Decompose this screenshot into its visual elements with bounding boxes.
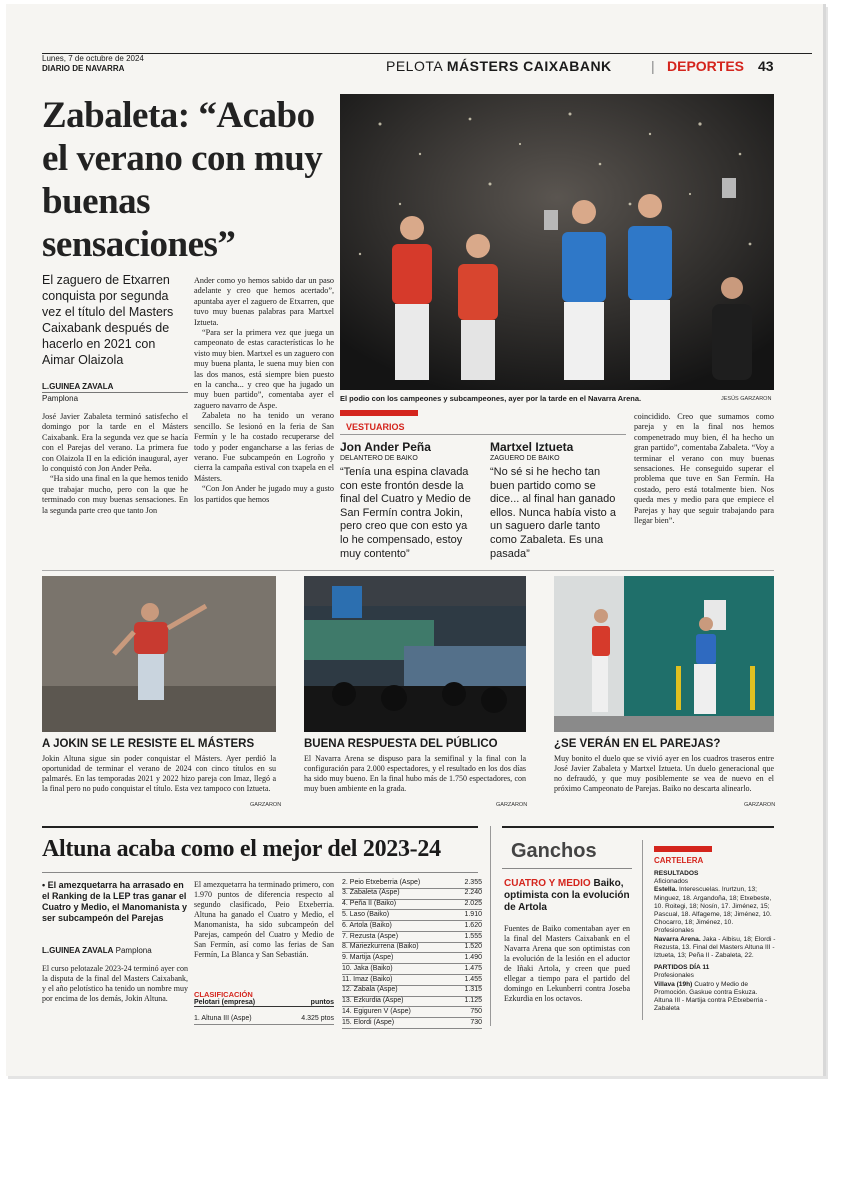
col-player: Pelotari (empresa) [194, 999, 256, 1006]
player2-name: Martxel Iztueta [490, 440, 574, 454]
paragraph: Zabaleta no ha tenido un verano sencillo. Se lesionó en la feria de San Fermín y le ha costado recuperarse del todo y poder engancharse a las ferias de verano. Fue subcampeón en Logroño y cierra la campaña estival con txapela en el Másters. [194, 411, 334, 483]
article-continuation: coincidido. Creo que sumamos como pareja y en la final nos hemos compenetrado muy bien, él ha hecho un gran partido”, comentaba Zabaleta. “Voy a terminar el verano con muy buenas sensaciones. He conseguido superar el problema que tuve en San Fermín. Ha costado, pero está totalmente bien. Nos queda mes y medio para que empiece el Parejas y hay que seguir trabajando para llegar bien”. [634, 412, 774, 526]
table-row [342, 888, 482, 899]
altuna-photo-title: A JOKIN SE LE RESISTE EL MÁSTERS [42, 738, 255, 750]
crowd-photo-text: El Navarra Arena se dispuso para la semifinal y la final con la configuración para 2.000 espectadores, y el resultado en los dos días ha sido muy bueno. En la final hubo más de 1.750 espectadores, con muy buen ambiente en la grada. [304, 754, 526, 793]
newspaper-page [6, 4, 826, 1076]
ranking-points: 2.025 [456, 899, 482, 910]
ganchos-headline-text: Baiko, optimista con la evolución de Artola [504, 878, 630, 913]
ranking-name: 9. Martija (Aspe) [342, 953, 456, 964]
newspaper-name: DIARIO DE NAVARRA [42, 64, 125, 73]
player1-quote: “Tenía una espina clavada con este frontón desde la final del Cuatro y Medio de San Fermín contra Jokin, pero creo que con esto ya lo he compensado, estoy muy contento” [340, 466, 471, 560]
duel-photo [554, 576, 774, 732]
table-row [342, 878, 482, 888]
column-divider [490, 826, 491, 1026]
crowd-photo [304, 576, 526, 732]
section-bold: MÁSTERS CAIXABANK [446, 58, 612, 74]
paragraph: “Para ser la primera vez que juega un campeonato de estas características lo he visto muy bien. Martxel es un zaguero con muy buena planta, le suena muy bien con las dos manos, está siempre bien puesto en la cancha... y creo que ha jugado un muy buen partido”, comentaba ayer el zaguero navarro de Aspe. [194, 328, 334, 410]
ranking-points: 1.315 [456, 985, 482, 996]
table-row [342, 1007, 482, 1018]
altuna-text-a: El curso pelotazale 2023-24 terminó ayer con la disputa de la final del Masters Caixabank, y el año pelotístico ha tenido un nombre muy por encima de los demás, Jokin Altuna. [42, 964, 188, 1003]
ganchos-headline [504, 878, 630, 914]
bullet-icon: • [42, 880, 48, 890]
issue-date: Lunes, 7 de octubre de 2024 [42, 54, 144, 63]
crowd-photo-credit: GARZARON [496, 802, 528, 808]
table-row [342, 942, 482, 953]
ranking-title: CLASIFICACIÓN [194, 990, 253, 999]
ranking-first-table [194, 1014, 334, 1025]
ranking-name: 11. Imaz (Baiko) [342, 975, 456, 986]
podium-illustration [340, 94, 774, 390]
header-rule [42, 53, 812, 54]
pro-sub: Profesionales [654, 927, 694, 935]
results-title: RESULTADOS [654, 870, 699, 877]
ranking-name: 2. Peio Etxeberria (Aspe) [342, 878, 456, 888]
paragraph: José Javier Zabaleta terminó satisfecho el domingo por la tarde en el Másters Caixabank. Era la segunda vez que se hacía con el Parejas del verano. La primera fue con Olaizola II en la edición inaugural, ayer lo conquistó con Jon Ander Peña. [42, 412, 188, 474]
ganchos-text: Fuentes de Baiko comentaban ayer en la final del Masters Caixabank en el Navarra Arena que son optimistas con la evolución de la lesión en el aductor de Iñaki Artola, y creen que pued ellegar a tiempo para el partido del domingo en Lekunberri contra Joseba Ezkurdia en los octavos. [504, 924, 630, 1003]
arena-label: Navarra Arena. [654, 935, 701, 943]
player1-role: DELANTERO DE BAIKO [340, 455, 418, 462]
paragraph: Ander como yo hemos sabido dar un paso adelante y creo que hemos acertado”, apuntaba ayer el zaguero de Etxarren, que tuvo muy buenas palabras para Martxel Iztueta. [194, 276, 334, 327]
table-row [342, 921, 482, 932]
table-row [342, 931, 482, 942]
table-row [342, 1018, 482, 1029]
ranking-points: 1.475 [456, 964, 482, 975]
ranking-col-headers [194, 999, 334, 1007]
vestuarios-rule [340, 434, 626, 435]
ranking-points: 750 [456, 1007, 482, 1018]
ranking-name: 14. Egiguren V (Aspe) [342, 1007, 456, 1018]
main-headline: Zabaleta: “Acabo el verano con muy buenas sensaciones” [42, 95, 323, 265]
altuna-byline [42, 946, 152, 955]
ranking-table-header [194, 990, 334, 1007]
player1-name: Jon Ander Peña [340, 440, 431, 454]
main-subhead: El zaguero de Etxarren conquista por segunda vez el título del Masters Caixabank después de hacerlo en 2021 con Aimar Olaizola [42, 273, 174, 367]
altuna-byline-name: L.GUINEA ZAVALA [42, 946, 114, 955]
ranking-name: 5. Laso (Baiko) [342, 910, 456, 921]
villava-text: Cuatro y Medio de Promoción. Gaskue contra Eskuza. Altuna III - Martija contra P.Etxeberria - Zabaleta [654, 980, 768, 1013]
villava-label: Villava (19h) [654, 980, 693, 988]
table-row [342, 953, 482, 964]
altuna-text-b: El amezquetarra ha terminado primero, con 1.970 puntos de diferencia respecto al segundo clasificado, Peio Etxeberria. Altuna ha ganado el Cuatro y Medio, el Manomanista, ha sido subcampeón del Parejas, campeón del Cuatro y Medio de San Fermín, así como las ferias de San Fermín, La Blanca y San Sebastián. [194, 880, 334, 959]
table-row [342, 964, 482, 975]
ranking-points: 1.490 [456, 953, 482, 964]
estella-results [654, 886, 776, 927]
ranking-name: 8. Mariezkurrena (Baiko) [342, 942, 456, 953]
table-row [342, 899, 482, 910]
ranking-points: 1.910 [456, 910, 482, 921]
cartelera-bar [654, 846, 712, 852]
ranking-points: 1.555 [456, 931, 482, 942]
ranking-points: 1.620 [456, 921, 482, 932]
kicker-bar [340, 410, 418, 416]
arena-text: Jaka - Albisu, 18; Elordi - Rezusta, 13. Final del Masters Altuna III - Iztueta, 13; Peña II - Zabaleta, 22. [654, 935, 776, 960]
duel-illustration [554, 576, 774, 732]
ranking-rest [342, 878, 482, 1029]
row-rule [42, 570, 774, 571]
duel-photo-text: Muy bonito el duelo que se vivió ayer en los cuadros traseros entre José Javier Zabaleta y Martxel Iztueta. Un duelo generacional que no defraudó, y que muy posiblemente se vea de nuevo en el próximo Campeonato de Parejas. Baiko no descarta alinearlo. [554, 754, 774, 793]
crowd-photo-title: BUENA RESPUESTA DEL PÚBLICO [304, 738, 498, 750]
altuna-photo-credit: GARZARON [250, 802, 282, 808]
player2-role: ZAGUERO DE BAIKO [490, 455, 560, 462]
section-light: PELOTA [386, 58, 443, 74]
ranking-points: 1.520 [456, 942, 482, 953]
results-sub: Aficionados [654, 878, 689, 886]
paragraph: “Ha sido una final en la que hemos tenido que trabajar mucho, pero con la que he terminado con muy buenas sensaciones. En la segunda parte creo que tanto Jon [42, 474, 188, 515]
villava-match [654, 981, 776, 1014]
ranking-name: 10. Jaka (Baiko) [342, 964, 456, 975]
altuna-top-rule [42, 826, 478, 828]
ranking-points: 2.240 [456, 888, 482, 899]
ranking-name: 15. Elordi (Aspe) [342, 1018, 456, 1029]
ranking-name: 4. Peña II (Baiko) [342, 899, 456, 910]
ganchos-top-rule [502, 826, 774, 828]
ranking-points: 730 [456, 1018, 482, 1029]
altuna-headline: Altuna acaba como el mejor del 2023-24 [42, 836, 441, 862]
ranking-table [342, 878, 482, 1029]
table-row [342, 996, 482, 1007]
ganchos-title: Ganchos [511, 840, 597, 862]
altuna-illustration [42, 576, 276, 732]
altuna-photo [42, 576, 276, 732]
ranking-name: 12. Zabala (Aspe) [342, 985, 456, 996]
altuna-photo-text: Jokin Altuna sigue sin poder conquistar el Másters. Ayer perdió la oportunidad de terminar el verano de 2024 con cinco títulos en su palmarés. En las temporadas 2021 y 2022 hizo pareja con Imaz, llegó a la final pero no pudo conquistar el título. Esta vez tampoco con Iztueta. [42, 754, 276, 793]
ganchos-rule [502, 868, 632, 869]
ranking-first [194, 1014, 334, 1025]
col-points: puntos [310, 999, 334, 1006]
ranking-name: 6. Artola (Baiko) [342, 921, 456, 932]
altuna-byline-place: Pamplona [115, 946, 152, 955]
byline: L.GUINEA ZAVALA [42, 382, 114, 391]
ranking-points: 1.125 [456, 996, 482, 1007]
next-sub: Profesionales [654, 972, 694, 980]
ganchos-kicker: CUATRO Y MEDIO [504, 878, 591, 889]
photo-credit: JESÚS GARZARON [721, 396, 772, 402]
byline-rule [42, 392, 188, 393]
altuna-bullet-text: El amezquetarra ha arrasado en el Ranking de la LEP tras ganar el Cuatro y Medio, el Manomanista y ser subcampeón del Parejas [42, 880, 188, 923]
ranking-name: 1. Altuna III (Aspe) [194, 1014, 283, 1024]
ranking-points: 4.325 ptos [283, 1014, 334, 1024]
section-title [386, 58, 612, 74]
duel-photo-credit: GARZARON [744, 802, 776, 808]
ranking-name: 7. Rezusta (Aspe) [342, 931, 456, 942]
page-number: 43 [758, 58, 774, 74]
estella-text: Interescuelas. Irurtzun, 13; Minguez, 18. Argandoña, 18; Etxebeste, 10. Roitegi, 18; Nosín, 17. Jiménez, 15; Pascual, 18. Alfageme, 18; Jiménez, 10. Chocarro, 18; Jiménez, 10. [654, 886, 772, 927]
photo-caption: El podio con los campeones y subcampeones, ayer por la tarde en el Navarra Arena. [340, 394, 642, 403]
ranking-points: 2.355 [456, 878, 482, 888]
article-column-2 [194, 276, 334, 505]
duel-photo-title: ¿SE VERÁN EN EL PAREJAS? [554, 738, 721, 750]
cartelera-body [654, 870, 776, 1013]
table-row [194, 1014, 334, 1024]
ranking-name: 13. Ezkurdia (Aspe) [342, 996, 456, 1007]
dateline: Pamplona [42, 394, 79, 403]
crowd-illustration [304, 576, 526, 732]
table-row [342, 985, 482, 996]
estella-label: Estella. [654, 886, 678, 894]
cartelera-title: CARTELERA [654, 856, 704, 865]
cartelera-divider [642, 840, 643, 1020]
paragraph: “Con Jon Ander he jugado muy a gusto los partidos que hemos [194, 484, 334, 504]
table-row [342, 975, 482, 986]
vestuarios-kicker: VESTUARIOS [346, 422, 405, 432]
article-column-1 [42, 412, 188, 516]
section-separator: | [651, 58, 655, 74]
podium-photo [340, 94, 774, 390]
ranking-name: 3. Zabaleta (Aspe) [342, 888, 456, 899]
section-deportes: DEPORTES [667, 58, 745, 74]
arena-results [654, 936, 776, 961]
player2-quote: “No sé si he hecho tan buen partido como se dice... al final han ganado ellos. Nunca había visto a un saguero darle tanto como Zabaleta. Es una pasada” [490, 466, 616, 560]
altuna-bullet [42, 880, 188, 924]
table-row [342, 910, 482, 921]
next-title: PARTIDOS DÍA 11 [654, 964, 710, 972]
altuna-rule [42, 872, 478, 873]
ranking-points: 1.455 [456, 975, 482, 986]
